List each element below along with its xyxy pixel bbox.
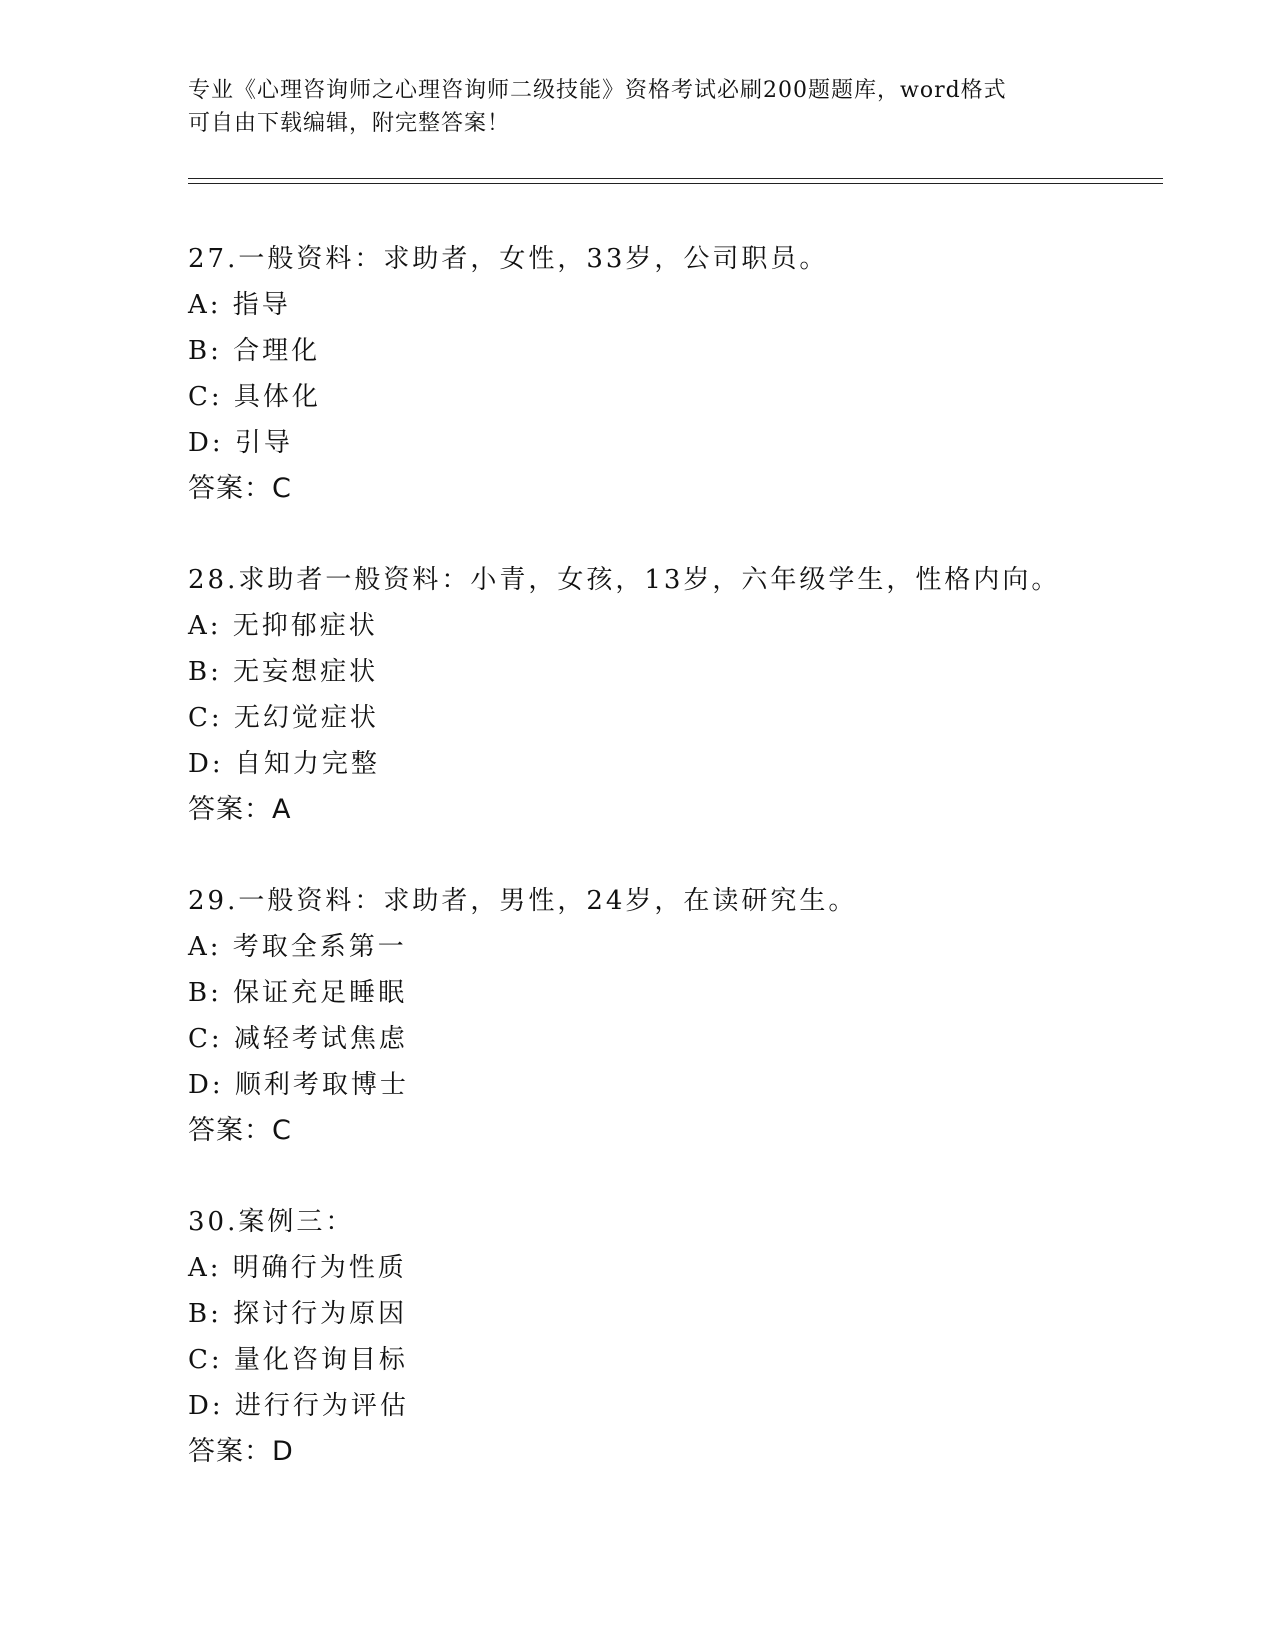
answer-line: 答案：C — [188, 473, 292, 504]
question-stem: 28.求助者一般资料：小青，女孩，13岁，六年级学生，性格内向。 — [188, 565, 1061, 595]
option-c: C: 减轻考试焦虑 — [188, 1024, 408, 1054]
question-list — [188, 236, 1138, 1520]
option-a: A: 明确行为性质 — [188, 1253, 407, 1283]
question-stem: 30.案例三： — [188, 1207, 355, 1237]
option-d: D: 进行行为评估 — [188, 1391, 409, 1421]
question-27 — [188, 236, 1138, 557]
header-divider-top — [188, 178, 1163, 179]
option-c: C: 无幻觉症状 — [188, 703, 379, 733]
option-a: A: 指导 — [188, 290, 291, 320]
option-a: A: 考取全系第一 — [188, 932, 407, 962]
option-d: D: 顺利考取博士 — [188, 1070, 409, 1100]
option-b: B: 探讨行为原因 — [188, 1299, 408, 1329]
header-title-line-2: 可自由下载编辑，附完整答案！ — [188, 111, 511, 136]
header-divider-bottom — [188, 183, 1163, 184]
answer-line: 答案：A — [188, 794, 292, 825]
answer-line: 答案：C — [188, 1115, 292, 1146]
question-30 — [188, 1199, 1138, 1520]
option-d: D: 自知力完整 — [188, 749, 380, 779]
question-stem: 27.一般资料：求助者，女性，33岁，公司职员。 — [188, 244, 829, 274]
answer-line: 答案：D — [188, 1436, 294, 1467]
option-a: A: 无抑郁症状 — [188, 611, 378, 641]
question-28 — [188, 557, 1138, 878]
question-29 — [188, 878, 1138, 1199]
question-stem: 29.一般资料：求助者，男性，24岁，在读研究生。 — [188, 886, 858, 916]
option-c: C: 具体化 — [188, 382, 321, 412]
document-header — [188, 74, 1088, 140]
option-b: B: 合理化 — [188, 336, 321, 366]
option-b: B: 保证充足睡眠 — [188, 978, 408, 1008]
option-d: D: 引导 — [188, 428, 293, 458]
header-title-line-1: 专业《心理咨询师之心理咨询师二级技能》资格考试必刷200题题库，word格式 — [188, 78, 1007, 103]
option-b: B: 无妄想症状 — [188, 657, 379, 687]
option-c: C: 量化咨询目标 — [188, 1345, 408, 1375]
